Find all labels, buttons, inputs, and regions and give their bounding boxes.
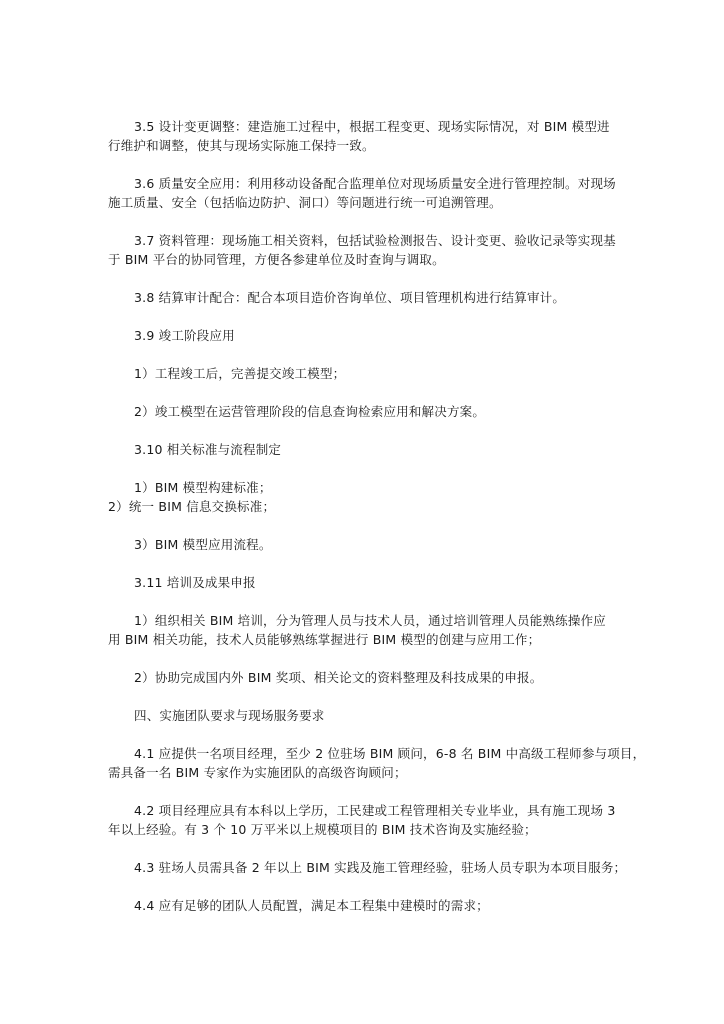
text-line-3-6-a: 3.6 质量安全应用：利用移动设备配合监理单位对现场质量安全进行管理控制。对现场 <box>134 176 616 191</box>
list-item-3-10-2: 2）统一 BIM 信息交换标准； <box>108 499 276 514</box>
text-line-3-5-a: 3.5 设计变更调整：建造施工过程中，根据工程变更、现场实际情况，对 BIM 模型进 <box>134 119 610 134</box>
list-item-3-11-2: 2）协助完成国内外 BIM 奖项、相关论文的资料整理及科技成果的申报。 <box>134 670 543 685</box>
list-item-3-10-3: 3）BIM 模型应用流程。 <box>134 537 272 552</box>
text-line-4-3: 4.3 驻场人员需具备 2 年以上 BIM 实践及施工管理经验，驻场人员专职为本项目服务； <box>134 860 627 875</box>
text-line-3-6-b: 施工质量、安全（包括临边防护、洞口）等问题进行统一可追溯管理。 <box>108 195 502 210</box>
text-line-3-8: 3.8 结算审计配合：配合本项目造价咨询单位、项目管理机构进行结算审计。 <box>134 290 566 305</box>
list-item-3-9-2: 2）竣工模型在运营管理阶段的信息查询检索应用和解决方案。 <box>134 404 486 419</box>
list-item-3-10-1: 1）BIM 模型构建标准； <box>134 480 272 495</box>
text-line-4-1-a: 4.1 应提供一名项目经理，至少 2 位驻场 BIM 顾问，6-8 名 BIM 中高级工程师参与项目， <box>134 746 646 761</box>
list-item-3-11-1-a: 1）组织相关 BIM 培训，分为管理人员与技术人员，通过培训管理人员能熟练操作应 <box>134 613 606 628</box>
text-line-4-4: 4.4 应有足够的团队人员配置，满足本工程集中建模时的需求； <box>134 898 489 913</box>
section-heading-4: 四、实施团队要求与现场服务要求 <box>134 708 325 723</box>
heading-3-10: 3.10 相关标准与流程制定 <box>134 442 282 457</box>
text-line-3-7-b: 于 BIM 平台的协同管理，方便各参建单位及时查询与调取。 <box>108 252 445 267</box>
heading-3-11: 3.11 培训及成果申报 <box>134 575 256 590</box>
text-line-4-2-b: 年以上经验。有 3 个 10 万平米以上规模项目的 BIM 技术咨询及实施经验； <box>108 822 537 837</box>
list-item-3-11-1-b: 用 BIM 相关功能，技术人员能够熟练掌握进行 BIM 模型的创建与应用工作； <box>108 632 541 647</box>
text-line-4-2-a: 4.2 项目经理应具有本科以上学历，工民建或工程管理相关专业毕业，具有施工现场 3 <box>134 803 616 818</box>
text-line-3-7-a: 3.7 资料管理：现场施工相关资料，包括试验检测报告、设计变更、验收记录等实现基 <box>134 233 616 248</box>
text-line-3-5-b: 行维护和调整，使其与现场实际施工保持一致。 <box>108 138 375 153</box>
text-line-4-1-b: 需具备一名 BIM 专家作为实施团队的高级咨询顾问； <box>108 765 407 780</box>
heading-3-9: 3.9 竣工阶段应用 <box>134 328 235 343</box>
list-item-3-9-1: 1）工程竣工后，完善提交竣工模型； <box>134 366 346 381</box>
